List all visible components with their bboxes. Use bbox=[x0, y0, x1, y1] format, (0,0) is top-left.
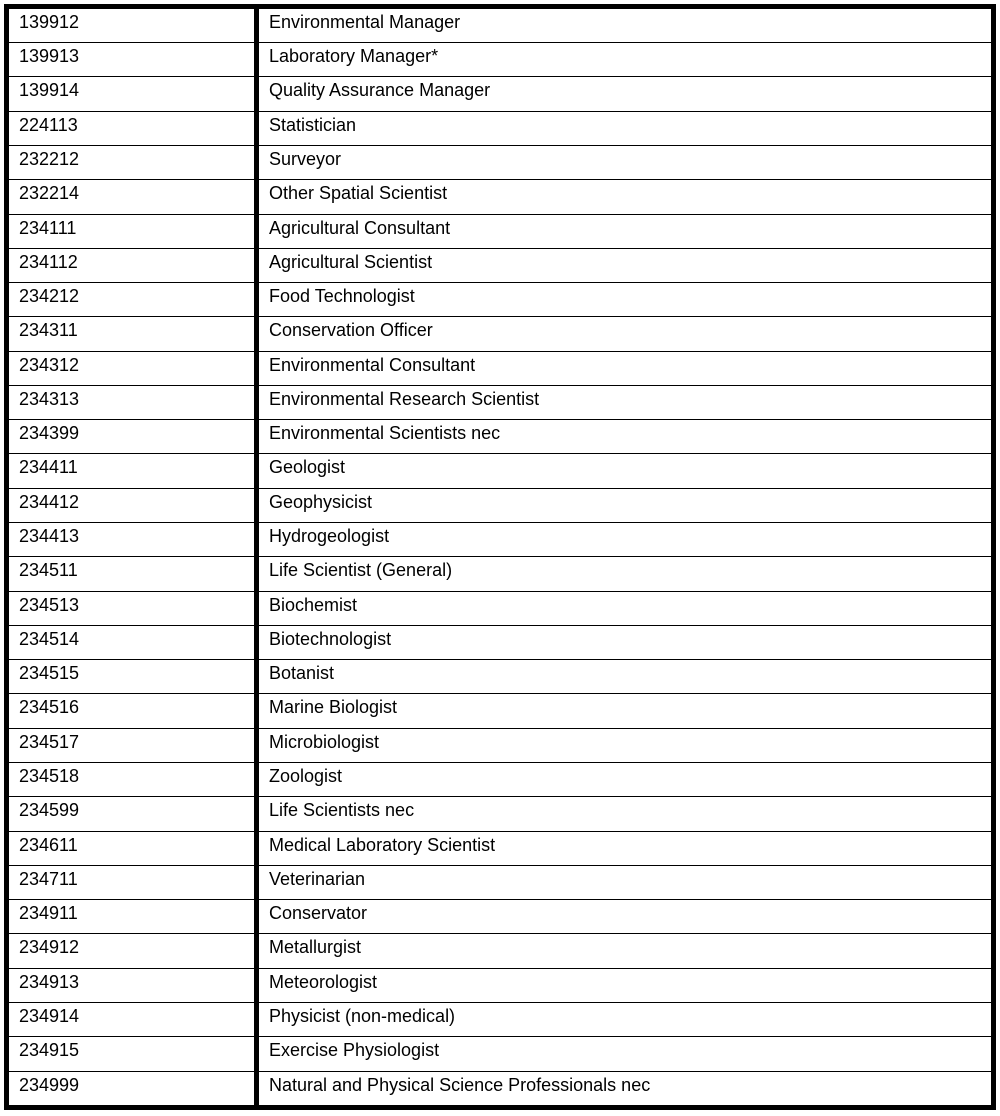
table-row bbox=[9, 77, 991, 111]
occupation-title-cell: Surveyor bbox=[257, 145, 992, 179]
table-row bbox=[9, 43, 991, 77]
occupation-title-cell: Laboratory Manager* bbox=[257, 43, 992, 77]
table-row bbox=[9, 1037, 991, 1071]
occupation-code-cell: 139914 bbox=[9, 77, 257, 111]
table-row bbox=[9, 248, 991, 282]
occupation-title-cell: Biochemist bbox=[257, 591, 992, 625]
occupation-code-cell: 234999 bbox=[9, 1071, 257, 1105]
occupation-title-cell: Medical Laboratory Scientist bbox=[257, 831, 992, 865]
table-row bbox=[9, 145, 991, 179]
occupation-title-cell: Environmental Scientists nec bbox=[257, 420, 992, 454]
occupation-title-cell: Agricultural Scientist bbox=[257, 248, 992, 282]
table-row bbox=[9, 180, 991, 214]
table-row bbox=[9, 488, 991, 522]
occupation-code-cell: 234711 bbox=[9, 865, 257, 899]
table-row bbox=[9, 351, 991, 385]
occupation-title-cell: Microbiologist bbox=[257, 728, 992, 762]
occupation-code-cell: 234511 bbox=[9, 557, 257, 591]
occupation-title-cell: Environmental Research Scientist bbox=[257, 385, 992, 419]
occupation-title-cell: Botanist bbox=[257, 660, 992, 694]
table-row bbox=[9, 111, 991, 145]
occupation-code-cell: 234914 bbox=[9, 1002, 257, 1036]
table-row bbox=[9, 865, 991, 899]
occupation-code-cell: 234111 bbox=[9, 214, 257, 248]
occupation-code-cell: 234912 bbox=[9, 934, 257, 968]
table-row bbox=[9, 934, 991, 968]
occupation-title-cell: Exercise Physiologist bbox=[257, 1037, 992, 1071]
occupation-code-cell: 232214 bbox=[9, 180, 257, 214]
occupation-code-cell: 234313 bbox=[9, 385, 257, 419]
occupation-title-cell: Life Scientist (General) bbox=[257, 557, 992, 591]
table-row bbox=[9, 317, 991, 351]
occupation-code-cell: 139913 bbox=[9, 43, 257, 77]
table-row bbox=[9, 694, 991, 728]
table-row bbox=[9, 591, 991, 625]
table-row bbox=[9, 283, 991, 317]
occupation-code-cell: 234112 bbox=[9, 248, 257, 282]
occupation-code-cell: 234413 bbox=[9, 523, 257, 557]
occupation-code-cell: 234915 bbox=[9, 1037, 257, 1071]
occupation-code-cell: 234611 bbox=[9, 831, 257, 865]
occupation-title-cell: Life Scientists nec bbox=[257, 797, 992, 831]
occupation-code-cell: 139912 bbox=[9, 9, 257, 43]
occupation-rows bbox=[9, 9, 991, 1105]
occupation-table bbox=[4, 4, 996, 1110]
occupation-title-cell: Geophysicist bbox=[257, 488, 992, 522]
occupation-table-grid bbox=[9, 9, 991, 1105]
occupation-title-cell: Zoologist bbox=[257, 763, 992, 797]
occupation-title-cell: Meteorologist bbox=[257, 968, 992, 1002]
occupation-title-cell: Food Technologist bbox=[257, 283, 992, 317]
occupation-code-cell: 234399 bbox=[9, 420, 257, 454]
table-row bbox=[9, 9, 991, 43]
occupation-title-cell: Conservation Officer bbox=[257, 317, 992, 351]
table-row bbox=[9, 1002, 991, 1036]
occupation-code-cell: 234412 bbox=[9, 488, 257, 522]
occupation-code-cell: 234518 bbox=[9, 763, 257, 797]
occupation-title-cell: Environmental Consultant bbox=[257, 351, 992, 385]
occupation-code-cell: 234515 bbox=[9, 660, 257, 694]
occupation-code-cell: 234599 bbox=[9, 797, 257, 831]
table-row bbox=[9, 557, 991, 591]
table-row bbox=[9, 625, 991, 659]
occupation-title-cell: Veterinarian bbox=[257, 865, 992, 899]
table-row bbox=[9, 728, 991, 762]
occupation-title-cell: Physicist (non-medical) bbox=[257, 1002, 992, 1036]
occupation-title-cell: Quality Assurance Manager bbox=[257, 77, 992, 111]
occupation-code-cell: 234911 bbox=[9, 900, 257, 934]
table-row bbox=[9, 1071, 991, 1105]
occupation-title-cell: Natural and Physical Science Professionals nec bbox=[269, 1074, 651, 1095]
table-row bbox=[9, 420, 991, 454]
occupation-title-cell: Hydrogeologist bbox=[257, 523, 992, 557]
occupation-code-cell: 224113 bbox=[9, 111, 257, 145]
table-row bbox=[9, 763, 991, 797]
table-row bbox=[9, 968, 991, 1002]
occupation-title-cell: Agricultural Consultant bbox=[257, 214, 992, 248]
occupation-title-cell: Marine Biologist bbox=[257, 694, 992, 728]
table-row bbox=[9, 523, 991, 557]
occupation-code-cell: 234212 bbox=[9, 283, 257, 317]
occupation-code-cell: 234411 bbox=[9, 454, 257, 488]
occupation-code-cell: 232212 bbox=[9, 145, 257, 179]
table-row bbox=[9, 385, 991, 419]
table-row bbox=[9, 454, 991, 488]
occupation-title-cell: Geologist bbox=[257, 454, 992, 488]
occupation-code-cell: 234513 bbox=[9, 591, 257, 625]
occupation-title-cell: Other Spatial Scientist bbox=[257, 180, 992, 214]
occupation-code-cell: 234517 bbox=[9, 728, 257, 762]
table-row bbox=[9, 214, 991, 248]
table-row bbox=[9, 797, 991, 831]
occupation-title-cell: Conservator bbox=[257, 900, 992, 934]
occupation-title-cell: Environmental Manager bbox=[257, 9, 992, 43]
occupation-code-cell: 234516 bbox=[9, 694, 257, 728]
occupation-code-cell: 234913 bbox=[9, 968, 257, 1002]
occupation-title-cell: Statistician bbox=[257, 111, 992, 145]
table-row bbox=[9, 900, 991, 934]
table-row bbox=[9, 831, 991, 865]
occupation-code-cell: 234312 bbox=[9, 351, 257, 385]
occupation-code-cell: 234514 bbox=[9, 625, 257, 659]
occupation-title-cell: Biotechnologist bbox=[257, 625, 992, 659]
occupation-code-cell: 234311 bbox=[9, 317, 257, 351]
occupation-title-cell: Metallurgist bbox=[257, 934, 992, 968]
table-row bbox=[9, 660, 991, 694]
